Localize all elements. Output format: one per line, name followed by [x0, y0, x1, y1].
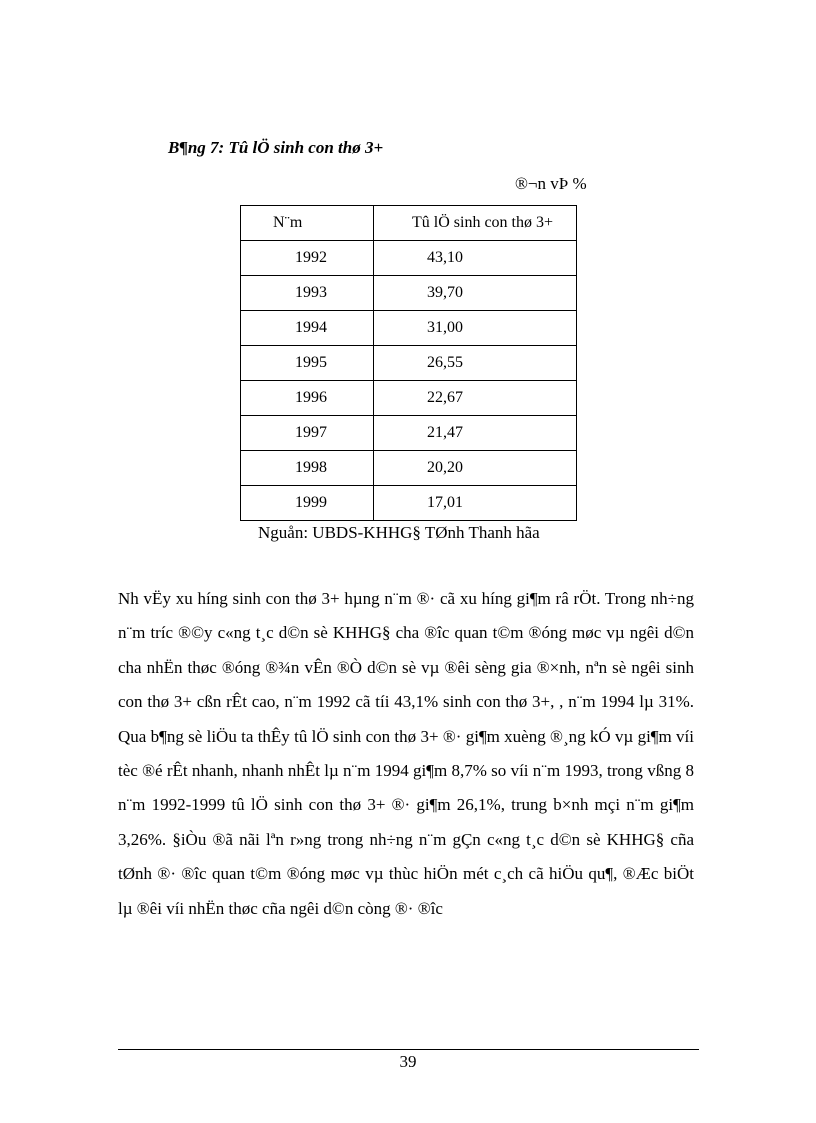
page-number: 39: [399, 1052, 417, 1071]
rate-cell: 22,67: [374, 381, 577, 416]
year-cell: 1994: [241, 311, 374, 346]
rate-cell: 31,00: [374, 311, 577, 346]
header-rate: Tû lÖ sinh con thø 3+: [374, 206, 577, 241]
table-row: [241, 381, 577, 416]
table-header-row: [241, 206, 577, 241]
rate-cell: 43,10: [374, 241, 577, 276]
rate-cell: 20,20: [374, 451, 577, 486]
table-row: [241, 241, 577, 276]
year-cell: 1992: [241, 241, 374, 276]
body-paragraph: Nh vËy xu híng sinh con thø 3+ hµng n¨m ®· cã xu híng gi¶m râ rÖt. Trong nh÷ng n¨m tríc ®©y c«ng t¸c d©n sè KHHG§ cha ®îc quan t©m ®óng møc vµ ngêi d©n cha nhËn thøc ®óng ®¾n vÊn ®Ò d©n sè vµ ®êi sèng gia ®×nh, nªn sè ngêi sinh con thø 3+ cßn rÊt cao, n¨m 1992 cã tíi 43,1% sinh con thø 3+, , n¨m 1994 lµ 31%. Qua b¶ng sè liÖu ta thÊy tû lÖ sinh con thø 3+ ®· gi¶m xuèng ®¸ng kÓ vµ gi¶m víi tèc ®é rÊt nhanh, nhanh nhÊt lµ n¨m 1994 gi¶m 8,7% so víi n¨m 1993, trong vßng 8 n¨m 1992-1999 tû lÖ sinh con thø 3+ ®· gi¶m 26,1%, trung b×nh mçi n¨m gi¶m 3,26%. §iÒu ®ã nãi lªn r»ng trong nh÷ng n¨m gÇn c«ng t¸c d©n sè KHHG§ cña tØnh ®· ®îc quan t©m ®óng møc vµ thùc hiÖn mét c¸ch cã hiÖu qu¶, ®Æc biÖt lµ ®êi víi nhËn thøc cña ngêi d©n còng ®· ®îc: [118, 589, 694, 918]
year-cell: 1996: [241, 381, 374, 416]
table-row: [241, 416, 577, 451]
rate-cell: 39,70: [374, 276, 577, 311]
year-cell: 1998: [241, 451, 374, 486]
footer-divider: [118, 1049, 699, 1050]
table-source: Nguån: UBDS-KHHG§ TØnh Thanh hãa: [258, 523, 540, 542]
birth-rate-table: [240, 205, 577, 521]
table-row: [241, 451, 577, 486]
unit-label: ®¬n vÞ %: [515, 174, 587, 193]
table-row: [241, 276, 577, 311]
table-caption: B¶ng 7: Tû lÖ sinh con thø 3+: [168, 138, 384, 157]
table-row: [241, 311, 577, 346]
year-cell: 1997: [241, 416, 374, 451]
rate-cell: 26,55: [374, 346, 577, 381]
year-cell: 1999: [241, 486, 374, 521]
table-row: [241, 346, 577, 381]
table-row: [241, 486, 577, 521]
year-cell: 1995: [241, 346, 374, 381]
year-cell: 1993: [241, 276, 374, 311]
header-year: N¨m: [241, 206, 374, 241]
rate-cell: 17,01: [374, 486, 577, 521]
rate-cell: 21,47: [374, 416, 577, 451]
